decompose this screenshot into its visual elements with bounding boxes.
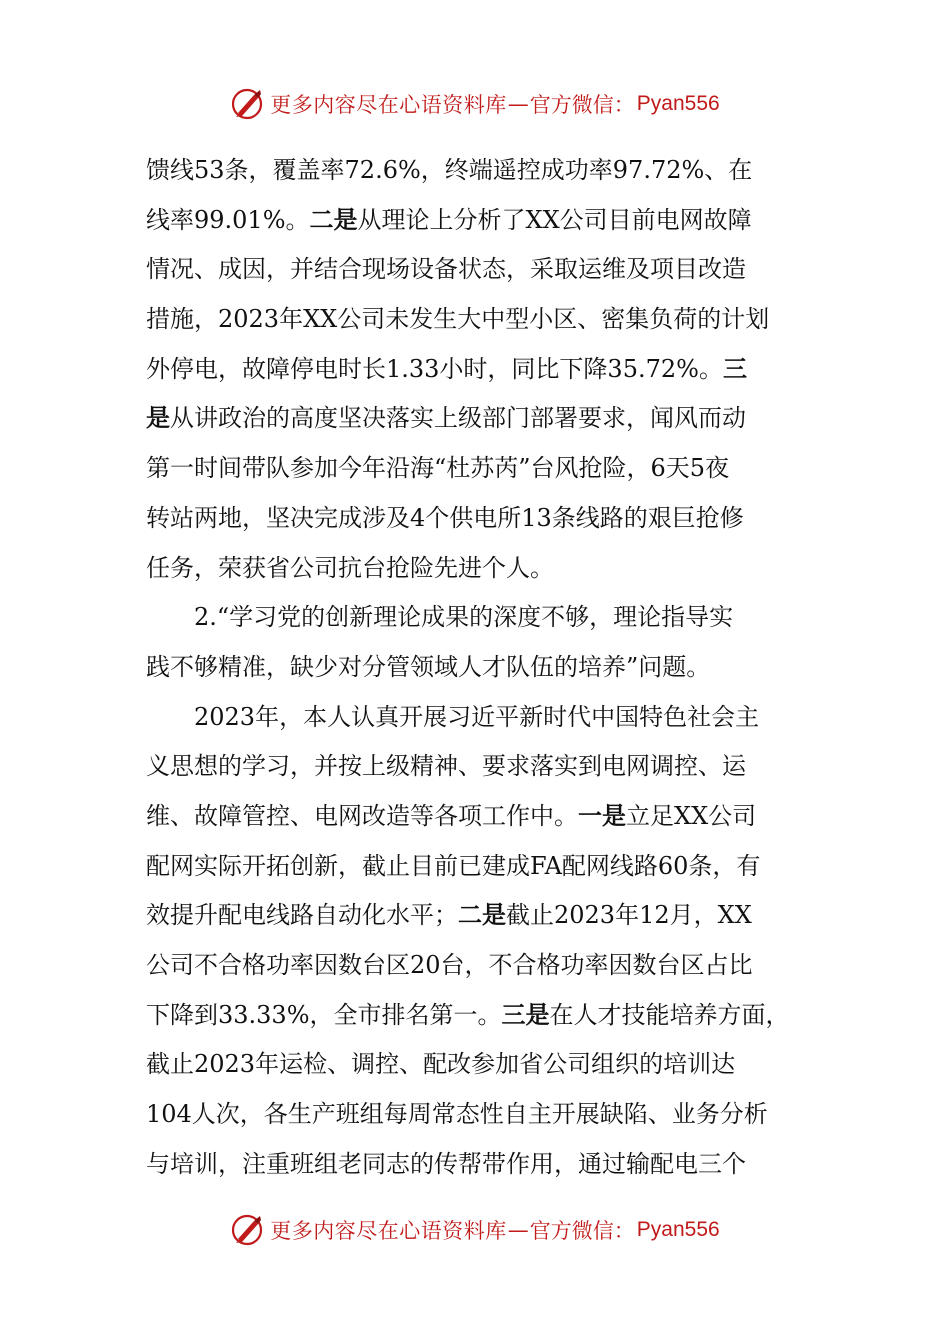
text-line: [146, 1090, 806, 1140]
text-line: [146, 891, 806, 941]
bold-keyword: 二是: [309, 205, 358, 234]
text-segment: 与培训，注重班组老同志的传帮带作用，通过输配电三个: [146, 1149, 746, 1178]
banner-brand: 更多内容尽在心语资料库: [270, 1219, 507, 1243]
text-line: [146, 643, 806, 693]
text-segment: 立足XX公司: [626, 801, 757, 830]
text-line: [146, 991, 806, 1041]
text-line: [146, 842, 806, 892]
text-segment: 截止2023年12月，XX: [506, 901, 752, 930]
text-segment: 任务，荣获省公司抗台抢险先进个人。: [146, 553, 554, 582]
text-line: [146, 693, 806, 743]
text-segment: 外停电，故障停电时长1.33小时，同比下降35.72%。: [146, 354, 723, 383]
text-segment: 义思想的学习，并按上级精神、要求落实到电网调控、运: [146, 752, 746, 781]
text-segment: 措施，2023年XX公司未发生大中型小区、密集负荷的计划: [146, 305, 770, 334]
text-line: [146, 941, 806, 991]
bold-keyword: 一是: [578, 801, 626, 830]
text-segment: 公司不合格功率因数台区20台，不合格功率因数台区占比: [146, 951, 753, 979]
banner-wechat-label: 官方微信：: [529, 1219, 635, 1243]
text-segment: 馈线53条，覆盖率72.6%，终端遥控成功率97.72%、在: [146, 156, 753, 184]
header-banner: [0, 84, 950, 124]
text-line: [146, 245, 806, 295]
text-segment: 配网实际开拓创新，截止目前已建成FA配网线路60条，有: [146, 851, 761, 880]
bold-keyword: 二是: [458, 901, 506, 930]
text-segment: 在人才技能培养方面，: [549, 1000, 790, 1029]
text-line: [146, 345, 806, 395]
pen-logo-icon: [230, 86, 266, 122]
banner-dash: —: [507, 92, 529, 116]
text-segment: 从讲政治的高度坚决落实上级部门部署要求，闻风而动: [170, 404, 746, 433]
text-line: [146, 444, 806, 494]
text-segment: 践不够精准，缺少对分管领域人才队伍的培养”问题。: [146, 652, 711, 681]
pen-logo-icon: [230, 1212, 266, 1248]
banner-brand: 更多内容尽在心语资料库: [270, 93, 507, 117]
banner-wechat-label: 官方微信：: [529, 93, 635, 117]
text-line: [146, 196, 806, 246]
bold-keyword: 三: [722, 354, 747, 383]
text-segment: 转站两地，坚决完成涉及4个供电所13条线路的艰巨抢修: [146, 503, 744, 532]
text-segment: 维、故障管控、电网改造等各项工作中。: [146, 801, 578, 830]
text-line: [146, 295, 806, 345]
text-segment: 从理论上分析了XX公司目前电网故障: [357, 205, 752, 234]
text-line: [146, 394, 806, 444]
text-line: [146, 146, 806, 196]
text-segment: 截止2023年运检、调控、配改参加省公司组织的培训达: [146, 1050, 736, 1079]
text-line: [146, 544, 806, 594]
text-line: [146, 593, 806, 643]
text-segment: 2.“学习党的创新理论成果的深度不够，理论指导实: [194, 603, 734, 632]
text-line: [146, 792, 806, 842]
text-line: [146, 1040, 806, 1090]
document-body: [146, 146, 806, 1189]
banner-wechat-id: Pyan556: [636, 92, 720, 115]
text-segment: 下降到33.33%，全市排名第一。: [146, 1000, 502, 1029]
text-line: [146, 1140, 806, 1190]
footer-banner: [0, 1210, 950, 1250]
bold-keyword: 是: [146, 404, 170, 433]
text-line: [146, 742, 806, 792]
text-segment: 线率99.01%。: [146, 205, 310, 234]
bold-keyword: 三是: [501, 1000, 550, 1029]
banner-wechat-id: Pyan556: [636, 1218, 720, 1241]
text-line: [146, 494, 806, 544]
banner-dash: —: [507, 1218, 529, 1242]
text-segment: 2023年，本人认真开展习近平新时代中国特色社会主: [194, 702, 760, 731]
text-segment: 第一时间带队参加今年沿海“杜苏芮”台风抢险，6天5夜: [146, 454, 730, 483]
text-segment: 104人次，各生产班组每周常态性自主开展缺陷、业务分析: [146, 1100, 768, 1129]
text-segment: 情况、成因，并结合现场设备状态，采取运维及项目改造: [146, 255, 746, 284]
text-segment: 效提升配电线路自动化水平；: [146, 901, 458, 930]
